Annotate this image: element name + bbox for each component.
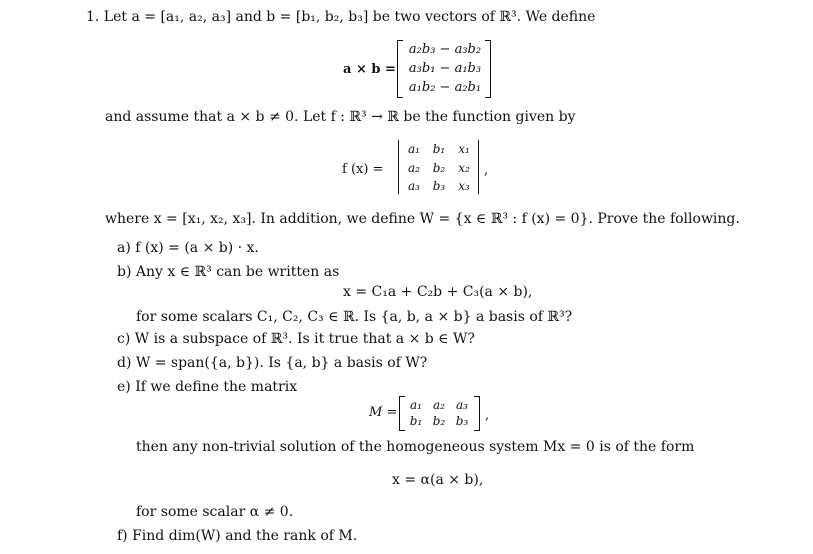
matrix-trailing-comma: , bbox=[485, 408, 490, 423]
part-b: b) Any x ∈ ℝ³ can be written as bbox=[117, 264, 340, 280]
cross-row-3: a₁b₂ − a₂b₁ bbox=[408, 80, 482, 95]
det-cell: a₁ bbox=[408, 142, 420, 156]
cross-row-1: a₂b₃ − a₃b₂ bbox=[408, 42, 482, 57]
part-f: f) Find dim(W) and the rank of M. bbox=[117, 528, 358, 544]
det-cell: b₂ bbox=[432, 161, 446, 175]
det-cell: x₃ bbox=[458, 179, 470, 193]
det-cell: a₂ bbox=[408, 161, 420, 175]
cross-product-lhs: a × b = bbox=[343, 62, 396, 77]
matrix-left-bracket-icon bbox=[399, 396, 405, 431]
det-cell: x₂ bbox=[458, 161, 470, 175]
matrix-right-bracket-icon bbox=[474, 396, 480, 431]
part-e-equation: x = α(a × b), bbox=[392, 472, 484, 488]
part-a: a) f (x) = (a × b) · x. bbox=[117, 240, 259, 256]
cross-row-2: a₃b₁ − a₁b₃ bbox=[408, 61, 482, 76]
det-left-bar-icon bbox=[398, 140, 399, 194]
where-line: where x = [x₁, x₂, x₃]. In addition, we define W = {x ∈ ℝ³ : f (x) = 0}. Prove the following. bbox=[105, 211, 740, 227]
matrix-cell: b₁ bbox=[409, 414, 423, 428]
problem-intro: 1. Let a = [a₁, a₂, a₃] and b = [b₁, b₂, b₃] be two vectors of ℝ³. We define bbox=[86, 9, 596, 25]
det-cell: x₁ bbox=[458, 142, 470, 156]
det-cell: b₃ bbox=[432, 179, 446, 193]
part-b-continuation: for some scalars C₁, C₂, C₃ ∈ ℝ. Is {a, b, a × b} a basis of ℝ³? bbox=[136, 309, 573, 325]
det-right-bar-icon bbox=[478, 140, 479, 194]
part-c: c) W is a subspace of ℝ³. Is it true that a × b ∈ W? bbox=[117, 331, 475, 347]
left-bracket-icon bbox=[397, 40, 403, 98]
part-d: d) W = span({a, b}). Is {a, b} a basis of W? bbox=[117, 355, 428, 371]
matrix-cell: b₂ bbox=[432, 414, 446, 428]
matrix-cell: b₃ bbox=[455, 414, 469, 428]
part-e-continuation: then any non-trivial solution of the homogeneous system Mx = 0 is of the form bbox=[136, 439, 695, 455]
assume-line: and assume that a × b ≠ 0. Let f : ℝ³ → ℝ be the function given by bbox=[105, 109, 576, 125]
matrix-cell: a₂ bbox=[433, 398, 445, 412]
f-of-x-lhs: f (x) = bbox=[342, 162, 384, 177]
matrix-cell: a₁ bbox=[410, 398, 422, 412]
part-e: e) If we define the matrix bbox=[117, 379, 298, 395]
det-trailing-comma: , bbox=[484, 163, 489, 178]
part-b-equation: x = C₁a + C₂b + C₃(a × b), bbox=[343, 284, 533, 300]
det-cell: b₁ bbox=[432, 142, 446, 156]
matrix-cell: a₃ bbox=[456, 398, 468, 412]
part-e-end: for some scalar α ≠ 0. bbox=[136, 504, 294, 520]
matrix-m-lhs: M = bbox=[369, 405, 398, 420]
right-bracket-icon bbox=[485, 40, 491, 98]
det-cell: a₃ bbox=[408, 179, 420, 193]
